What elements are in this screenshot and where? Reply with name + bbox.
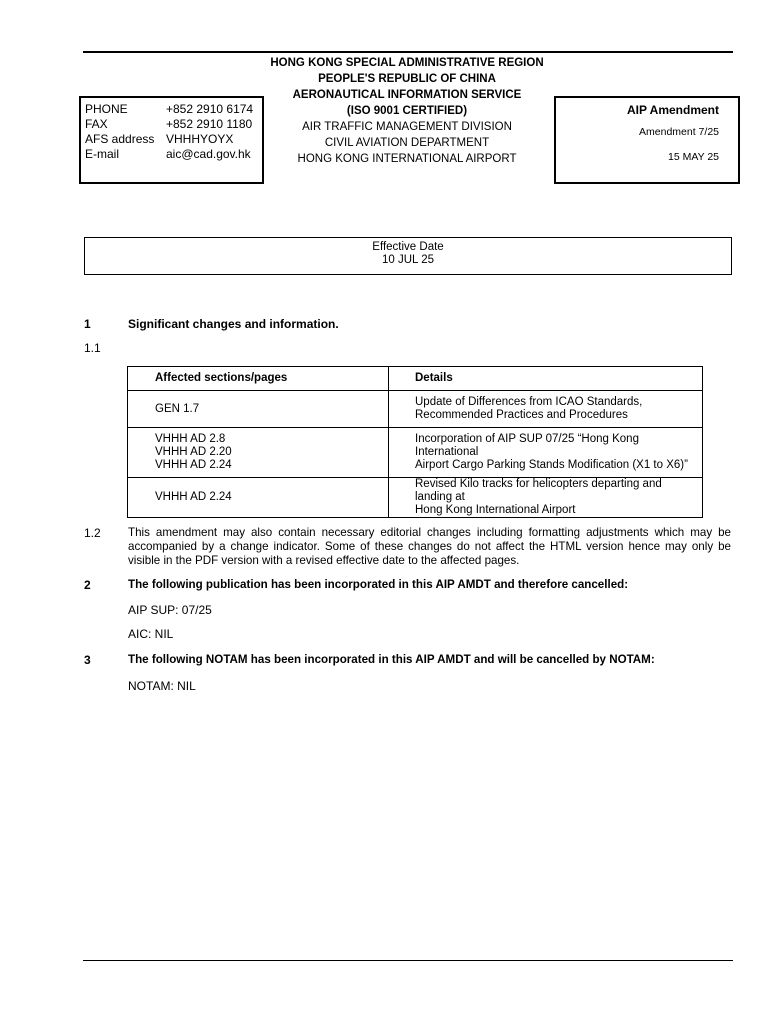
detail-line: Revised Kilo tracks for helicopters departing and landing at: [415, 478, 662, 503]
section3-number: 3: [84, 653, 91, 667]
afs-value: VHHHYOYX: [166, 132, 234, 146]
header-line-airport: HONG KONG INTERNATIONAL AIRPORT: [297, 153, 517, 165]
amendment-box: [554, 96, 740, 184]
table-header-details: Details: [389, 367, 703, 391]
contact-box: [79, 96, 264, 184]
detail-line: Airport Cargo Parking Stands Modification (X1 to X6)”: [415, 459, 688, 471]
table-row: [128, 478, 703, 518]
effective-date-label: Effective Date: [372, 241, 444, 253]
section3-item: NOTAM: NIL: [128, 679, 196, 693]
fax-label: FAX: [85, 117, 108, 131]
section-ref: VHHH AD 2.24: [155, 459, 232, 471]
phone-label: PHONE: [85, 102, 128, 116]
table-header-sections: Affected sections/pages: [128, 367, 389, 391]
detail-line: Update of Differences from ICAO Standards,: [415, 396, 643, 408]
effective-date-value: 10 JUL 25: [382, 254, 434, 266]
amendment-number: Amendment 7/25: [639, 126, 719, 138]
header-line-service: AERONAUTICAL INFORMATION SERVICE: [292, 89, 522, 101]
top-rule: [83, 51, 733, 53]
header-line-department: CIVIL AVIATION DEPARTMENT: [324, 137, 490, 149]
section-ref: VHHH AD 2.20: [155, 446, 232, 458]
table-header-row: [128, 367, 703, 391]
header-line-iso: (ISO 9001 CERTIFIED): [346, 105, 468, 117]
table-cell-details: [389, 428, 703, 478]
section1-number: 1: [84, 317, 91, 331]
bottom-rule: [83, 960, 733, 961]
email-label: E-mail: [85, 147, 120, 161]
header-line-region: HONG KONG SPECIAL ADMINISTRATIVE REGION: [270, 57, 544, 69]
phone-value: +852 2910 6174: [166, 102, 254, 116]
fax-value: +852 2910 1180: [166, 117, 253, 131]
afs-label: AFS address: [85, 132, 155, 146]
section1-1-number: 1.1: [84, 341, 101, 355]
section1-title: Significant changes and information.: [128, 317, 339, 331]
table-cell-details: [389, 478, 703, 518]
section2-item: AIC: NIL: [128, 627, 174, 641]
table-row: [128, 428, 703, 478]
table-cell-sections: [128, 391, 389, 428]
section1-2-number: 1.2: [84, 526, 101, 540]
table-row: [128, 391, 703, 428]
section3-title: The following NOTAM has been incorporated in this AIP AMDT and will be cancelled by NOTAM:: [128, 653, 655, 666]
table-cell-sections: [128, 428, 389, 478]
table-cell-sections: [128, 478, 389, 518]
email-value[interactable]: aic@cad.gov.hk: [166, 147, 251, 161]
header-line-country: PEOPLE'S REPUBLIC OF CHINA: [318, 73, 496, 85]
section-ref: VHHH AD 2.24: [155, 491, 232, 503]
effective-date-box: [84, 237, 732, 275]
section1-2-text: This amendment may also contain necessary editorial changes including formatting adjustments which may be accompanied by a change indicator. Some of these changes do not affect the HTML version hence may only be visible in the PDF version with a revised effective date to the affected pages.: [128, 526, 731, 567]
section-ref: VHHH AD 2.8: [155, 433, 226, 445]
table-cell-details: [389, 391, 703, 428]
section2-title: The following publication has been incorporated in this AIP AMDT and therefore cancelled:: [128, 578, 629, 591]
detail-line: Incorporation of AIP SUP 07/25 “Hong Kong International: [415, 433, 639, 458]
detail-line: Recommended Practices and Procedures: [415, 409, 628, 421]
amendment-date: 15 MAY 25: [668, 151, 719, 163]
detail-line: Hong Kong International Airport: [415, 504, 576, 516]
section2-number: 2: [84, 578, 91, 592]
amendment-title: AIP Amendment: [626, 103, 719, 117]
section2-item: AIP SUP: 07/25: [128, 603, 212, 617]
section-ref: GEN 1.7: [155, 402, 200, 415]
header-line-division: AIR TRAFFIC MANAGEMENT DIVISION: [302, 121, 512, 133]
affected-sections-table: [127, 366, 703, 518]
